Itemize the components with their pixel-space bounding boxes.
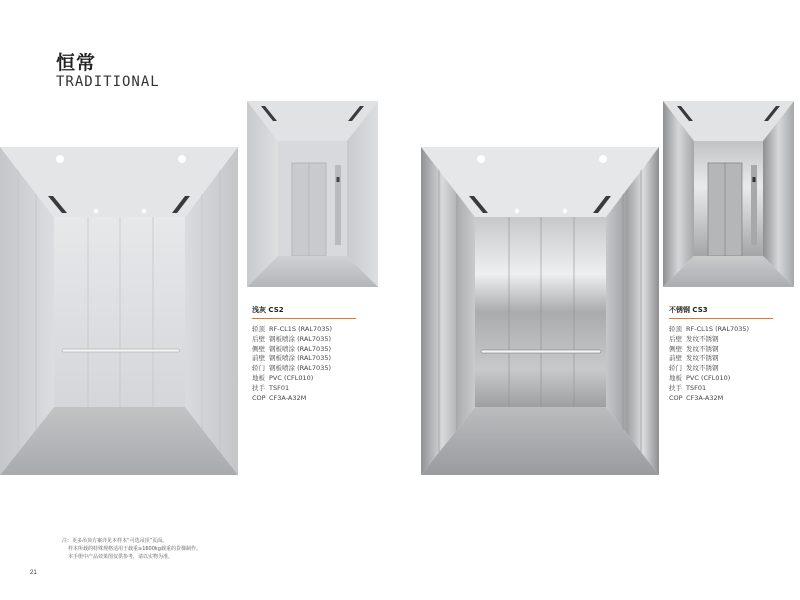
spec-key: 侧壁 bbox=[669, 344, 682, 353]
spec-block-cs2 bbox=[252, 305, 356, 403]
page-subtitle: TRADITIONAL bbox=[56, 74, 160, 90]
spec-value: PVC (CFL010) bbox=[686, 373, 731, 382]
spec-value: 钢板喷涂 (RAL7035) bbox=[269, 364, 332, 373]
spec-row bbox=[669, 335, 773, 345]
spec-row bbox=[669, 374, 773, 384]
spec-value: 发纹不锈钢 bbox=[686, 364, 719, 373]
spec-row bbox=[669, 364, 773, 374]
spec-value: 发纹不锈钢 bbox=[686, 334, 719, 343]
spec-block-cs3 bbox=[669, 305, 773, 403]
spec-key: 前壁 bbox=[252, 354, 265, 363]
spec-value: 钢板喷涂 (RAL7035) bbox=[269, 354, 332, 363]
spec-value: 发纹不锈钢 bbox=[686, 344, 719, 353]
spec-row bbox=[669, 394, 773, 404]
spec-value: RF-CL1S (RAL7035) bbox=[686, 325, 750, 333]
elevator-render-stainless-large bbox=[421, 147, 659, 475]
spec-row bbox=[252, 335, 356, 345]
spec-value: 钢板喷涂 (RAL7035) bbox=[269, 334, 332, 343]
spec-key: 后壁 bbox=[669, 334, 682, 343]
spec-key: 轿门 bbox=[252, 364, 265, 373]
spec-row bbox=[252, 364, 356, 374]
spec-key: 轿顶 bbox=[252, 325, 265, 333]
spec-key: 扶手 bbox=[669, 383, 682, 392]
elevator-render-grey-small bbox=[247, 101, 378, 287]
spec-row bbox=[252, 345, 356, 355]
footnote-line: 本手册中产品效果图仅供参考，请以实物为准。 bbox=[68, 554, 174, 560]
spec-value: CF3A-A32M bbox=[686, 393, 724, 402]
spec-row bbox=[252, 354, 356, 364]
elevator-render-grey-large bbox=[0, 147, 238, 475]
spec-value: RF-CL1S (RAL7035) bbox=[269, 325, 333, 333]
spec-key: 地板 bbox=[669, 373, 682, 382]
spec-value: CF3A-A32M bbox=[269, 393, 307, 402]
spec-key: 前壁 bbox=[669, 354, 682, 363]
elevator-render-stainless-small bbox=[663, 101, 794, 287]
spec-key: COP bbox=[669, 393, 683, 402]
spec-row bbox=[669, 345, 773, 355]
footnote-line: 注：更多吊顶方案详见本样本“可选吊顶”页面。 bbox=[62, 538, 168, 544]
spec-value: TSF01 bbox=[686, 383, 707, 392]
spec-title: 不锈钢 CS3 bbox=[669, 306, 708, 314]
spec-row bbox=[252, 325, 356, 335]
spec-row bbox=[669, 325, 773, 335]
spec-value: 钢板喷涂 (RAL7035) bbox=[269, 344, 332, 353]
page-title: 恒常 bbox=[56, 52, 97, 74]
spec-key: COP bbox=[252, 393, 266, 402]
spec-row bbox=[669, 354, 773, 364]
footnotes bbox=[62, 537, 201, 561]
spec-value: 发纹不锈钢 bbox=[686, 354, 719, 363]
spec-row bbox=[252, 374, 356, 384]
spec-value: TSF01 bbox=[269, 383, 290, 392]
spec-key: 轿门 bbox=[669, 364, 682, 373]
spec-title: 浅灰 CS2 bbox=[252, 306, 284, 314]
spec-key: 侧壁 bbox=[252, 344, 265, 353]
spec-row bbox=[252, 394, 356, 404]
spec-row bbox=[669, 384, 773, 394]
spec-key: 扶手 bbox=[252, 383, 265, 392]
spec-value: PVC (CFL010) bbox=[269, 373, 314, 382]
spec-key: 轿顶 bbox=[669, 325, 682, 333]
spec-key: 地板 bbox=[252, 373, 265, 382]
spec-key: 后壁 bbox=[252, 334, 265, 343]
page-number: 21 bbox=[30, 570, 37, 576]
divider bbox=[252, 318, 356, 319]
spec-row bbox=[252, 384, 356, 394]
divider bbox=[669, 318, 773, 319]
footnote-line: 样本所载的特殊规格适用于载重≥1600kg载重的货梯制作。 bbox=[68, 546, 201, 552]
